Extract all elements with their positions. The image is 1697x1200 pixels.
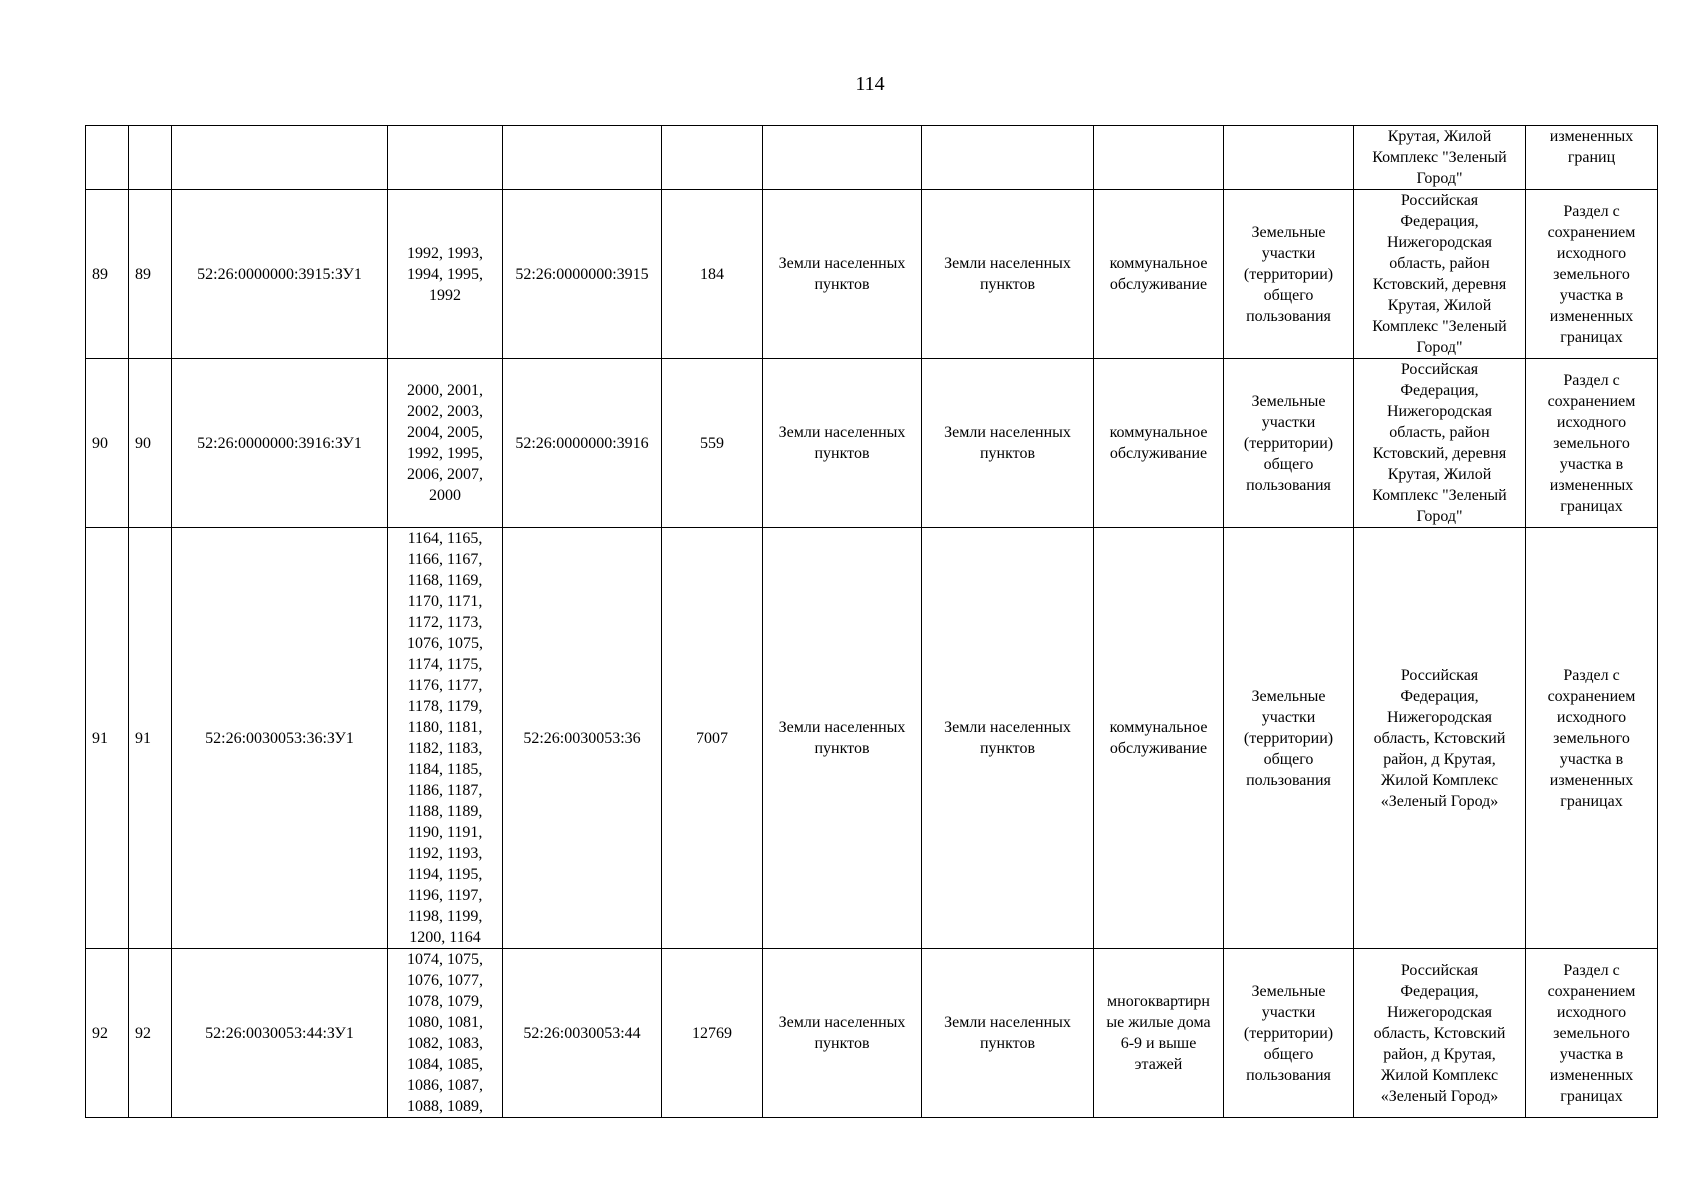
cell-address: Российская Федерация, Нижегородская область, Кстовский район, д Крутая, Жилой Комплекс «Зеленый Город» (1354, 528, 1526, 949)
cell-number: 91 (86, 528, 129, 949)
cell-points: 1992, 1993, 1994, 1995, 1992 (388, 190, 503, 359)
cell-new-cadastral: 52:26:0000000:3915:ЗУ1 (172, 190, 388, 359)
cell-area: 12769 (662, 949, 763, 1118)
cell-new-cadastral: 52:26:0030053:44:ЗУ1 (172, 949, 388, 1118)
cell-category-from: Земли населенных пунктов (763, 359, 922, 528)
cell-method: Раздел с сохранением исходного земельного участка в измененных границах (1526, 528, 1658, 949)
cell-points: 1164, 1165, 1166, 1167, 1168, 1169, 1170, 1171, 1172, 1173, 1076, 1075, 1174, 1175, 1176, 1177, 1178, 1179, 1180, 1181, 1182, 1183, 1184, 1185, 1186, 1187, 1188, 1189, 1190, 1191, 1192, 1193, 1194, 1195, 1196, 1197, 1198, 1199, 1200, 1164 (388, 528, 503, 949)
cell-category-from: Земли населенных пунктов (763, 190, 922, 359)
cell-method: Раздел с сохранением исходного земельного участка в измененных границах (1526, 190, 1658, 359)
cell-number: 92 (86, 949, 129, 1118)
cell-method: измененных границ (1526, 126, 1658, 190)
cell-new-cadastral: 52:26:0030053:36:ЗУ1 (172, 528, 388, 949)
cell-number-2: 89 (129, 190, 172, 359)
cell-points: 2000, 2001, 2002, 2003, 2004, 2005, 1992, 1995, 2006, 2007, 2000 (388, 359, 503, 528)
cell-method: Раздел с сохранением исходного земельного участка в измененных границах (1526, 949, 1658, 1118)
cell-purpose: Земельные участки (территории) общего пользования (1224, 190, 1354, 359)
cell-category-from: Земли населенных пунктов (763, 528, 922, 949)
cell-address: Российская Федерация, Нижегородская область, район Кстовский, деревня Крутая, Жилой Комплекс "Зеленый Город" (1354, 359, 1526, 528)
cell-area: 7007 (662, 528, 763, 949)
cell-category-from (763, 126, 922, 190)
table-row-continuation (86, 126, 1658, 190)
cell-source-cadastral (503, 126, 662, 190)
cell-category-to: Земли населенных пунктов (922, 528, 1094, 949)
cell-source-cadastral: 52:26:0030053:36 (503, 528, 662, 949)
table-row (86, 359, 1658, 528)
cell-number-2: 92 (129, 949, 172, 1118)
table-row (86, 949, 1658, 1118)
cell-category-to: Земли населенных пунктов (922, 190, 1094, 359)
table-row (86, 528, 1658, 949)
cell-number-2: 91 (129, 528, 172, 949)
cell-number (86, 126, 129, 190)
cell-address: Российская Федерация, Нижегородская область, район Кстовский, деревня Крутая, Жилой Комплекс "Зеленый Город" (1354, 190, 1526, 359)
land-plots-table (85, 125, 1658, 1118)
cell-purpose: Земельные участки (территории) общего пользования (1224, 359, 1354, 528)
page-number: 114 (855, 73, 885, 95)
cell-permitted-use (1094, 126, 1224, 190)
cell-purpose: Земельные участки (территории) общего пользования (1224, 528, 1354, 949)
cell-source-cadastral: 52:26:0000000:3915 (503, 190, 662, 359)
cell-purpose: Земельные участки (территории) общего пользования (1224, 949, 1354, 1118)
cell-category-to: Земли населенных пунктов (922, 949, 1094, 1118)
cell-permitted-use: коммунальное обслуживание (1094, 190, 1224, 359)
cell-area: 559 (662, 359, 763, 528)
cell-category-from: Земли населенных пунктов (763, 949, 922, 1118)
cell-points (388, 126, 503, 190)
cell-address: Крутая, Жилой Комплекс "Зеленый Город" (1354, 126, 1526, 190)
cell-permitted-use: многоквартирн ые жилые дома 6-9 и выше этажей (1094, 949, 1224, 1118)
cell-address: Российская Федерация, Нижегородская область, Кстовский район, д Крутая, Жилой Комплекс «Зеленый Город» (1354, 949, 1526, 1118)
cell-category-to (922, 126, 1094, 190)
cell-category-to: Земли населенных пунктов (922, 359, 1094, 528)
cell-permitted-use: коммунальное обслуживание (1094, 359, 1224, 528)
cell-source-cadastral: 52:26:0030053:44 (503, 949, 662, 1118)
cell-number: 90 (86, 359, 129, 528)
cell-method: Раздел с сохранением исходного земельного участка в измененных границах (1526, 359, 1658, 528)
cell-points: 1074, 1075, 1076, 1077, 1078, 1079, 1080, 1081, 1082, 1083, 1084, 1085, 1086, 1087, 1088, 1089, (388, 949, 503, 1118)
cell-purpose (1224, 126, 1354, 190)
cell-new-cadastral (172, 126, 388, 190)
cell-number-2 (129, 126, 172, 190)
cell-source-cadastral: 52:26:0000000:3916 (503, 359, 662, 528)
table-row (86, 190, 1658, 359)
cell-number-2: 90 (129, 359, 172, 528)
cell-number: 89 (86, 190, 129, 359)
cell-area (662, 126, 763, 190)
cell-new-cadastral: 52:26:0000000:3916:ЗУ1 (172, 359, 388, 528)
cell-permitted-use: коммунальное обслуживание (1094, 528, 1224, 949)
cell-area: 184 (662, 190, 763, 359)
